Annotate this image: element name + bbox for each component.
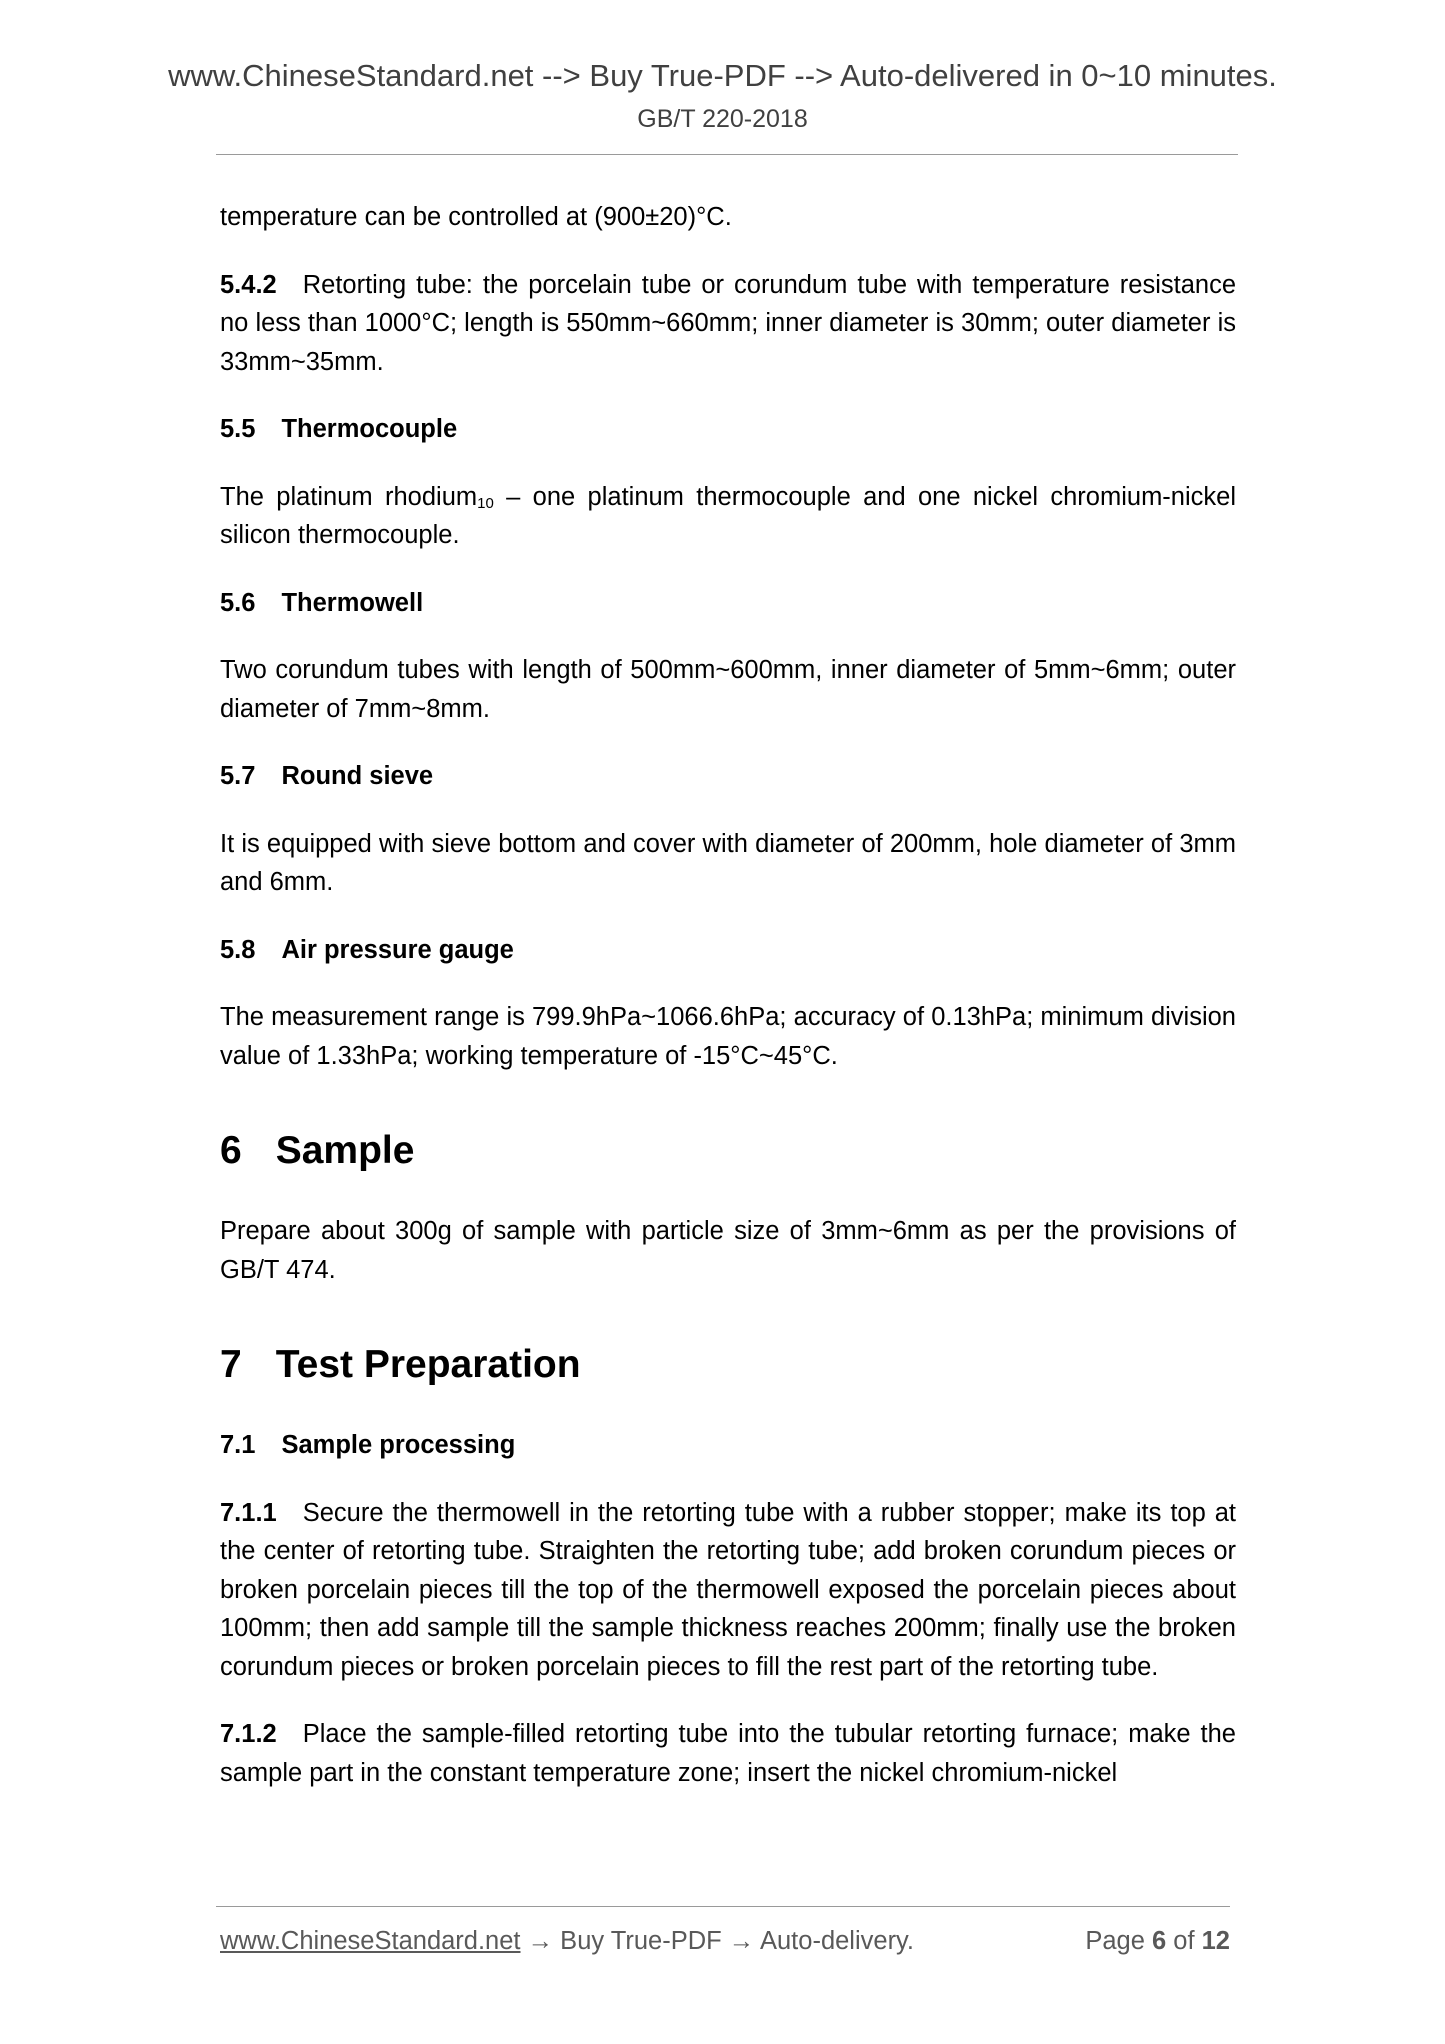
heading-number: 5.6 — [220, 588, 256, 617]
page-indicator — [1085, 1927, 1230, 1956]
clause-text: Retorting tube: the porcelain tube or corundum tube with temperature resistance no less than 1000°C; length is 550mm~660mm; inner diameter is 30mm; outer diameter is 33mm~35mm. — [220, 270, 1236, 376]
document-body — [220, 198, 1236, 1792]
heading-5-8 — [220, 931, 1236, 970]
header-banner: www.ChineseStandard.net --> Buy True-PDF --> Auto-delivered in 0~10 minutes. — [168, 58, 1277, 93]
footer-divider — [216, 1906, 1230, 1907]
heading-5-6 — [220, 584, 1236, 623]
clause-number: 7.1.1 — [220, 1498, 277, 1527]
page-number: 6 — [1152, 1927, 1167, 1955]
paragraph-temperature: temperature can be controlled at (900±20)°C. — [220, 203, 732, 231]
heading-5-7 — [220, 757, 1236, 796]
clause-number: 7.1.2 — [220, 1720, 277, 1748]
clause-number: 5.4.2 — [220, 270, 277, 299]
heading-title: Air pressure gauge — [281, 935, 514, 964]
clause-text: Secure the thermowell in the retorting tube with a rubber stopper; make its top at the center of retorting tube. Straighten the retorting tube; add broken corundum pieces or broken porcelain pieces till the top of the thermowell exposed the porcelain pieces about 100mm; then add sample till the sample thickness reaches 200mm; finally use the broken corundum pieces or broken porcelain pieces to fill the rest part of the retorting tube. — [220, 1498, 1236, 1681]
clause-5-4-2 — [220, 266, 1236, 382]
heading-number: 5.7 — [220, 762, 256, 790]
paragraph-thermowell: Two corundum tubes with length of 500mm~600mm, inner diameter of 5mm~6mm; outer diameter of 7mm~8mm. — [220, 656, 1236, 723]
section-number: 6 — [220, 1129, 242, 1172]
heading-title: Thermowell — [281, 588, 424, 617]
clause-7-1-2 — [220, 1715, 1236, 1792]
paragraph-thermocouple — [220, 478, 1236, 555]
standard-code: GB/T 220-2018 — [637, 105, 808, 133]
heading-5-5 — [220, 410, 1236, 449]
header-divider — [216, 154, 1238, 155]
clause-7-1-1 — [220, 1494, 1236, 1687]
heading-6 — [220, 1127, 1236, 1175]
footer-site-link[interactable]: www.ChineseStandard.net — [220, 1927, 521, 1955]
heading-title: Round sieve — [281, 762, 434, 790]
of-label: of — [1166, 1927, 1202, 1955]
subscript-10: 10 — [477, 494, 494, 512]
heading-number: 7.1 — [220, 1431, 256, 1459]
paragraph-sample: Prepare about 300g of sample with particle size of 3mm~6mm as per the provisions of GB/T 474. — [220, 1217, 1236, 1284]
paragraph-air-pressure-gauge: The measurement range is 799.9hPa~1066.6hPa; accuracy of 0.13hPa; minimum division value of 1.33hPa; working temperature of -15°C~45°C. — [220, 1003, 1236, 1070]
heading-7 — [220, 1341, 1236, 1389]
heading-7-1 — [220, 1426, 1236, 1465]
page-footer — [220, 1927, 1230, 1956]
text-after-subscript: – one platinum thermocouple and one nickel chromium-nickel silicon thermocouple. — [220, 482, 1236, 549]
section-number: 7 — [220, 1343, 242, 1386]
heading-number: 5.5 — [220, 415, 256, 443]
heading-number: 5.8 — [220, 935, 256, 964]
heading-title: Thermocouple — [281, 415, 458, 443]
paragraph-round-sieve: It is equipped with sieve bottom and cover with diameter of 200mm, hole diameter of 3mm and 6mm. — [220, 829, 1236, 896]
page-total: 12 — [1201, 1927, 1230, 1955]
footer-trail: → Buy True-PDF → Auto-delivery. — [520, 1927, 914, 1955]
clause-text: Place the sample-filled retorting tube into the tubular retorting furnace; make the sample part in the constant temperature zone; insert the nickel chromium-nickel — [220, 1720, 1236, 1787]
page-label: Page — [1085, 1927, 1152, 1955]
heading-title: Sample processing — [281, 1431, 516, 1459]
text-before-subscript: The platinum rhodium — [220, 482, 478, 511]
section-title: Sample — [275, 1129, 415, 1172]
section-title: Test Preparation — [275, 1343, 581, 1386]
